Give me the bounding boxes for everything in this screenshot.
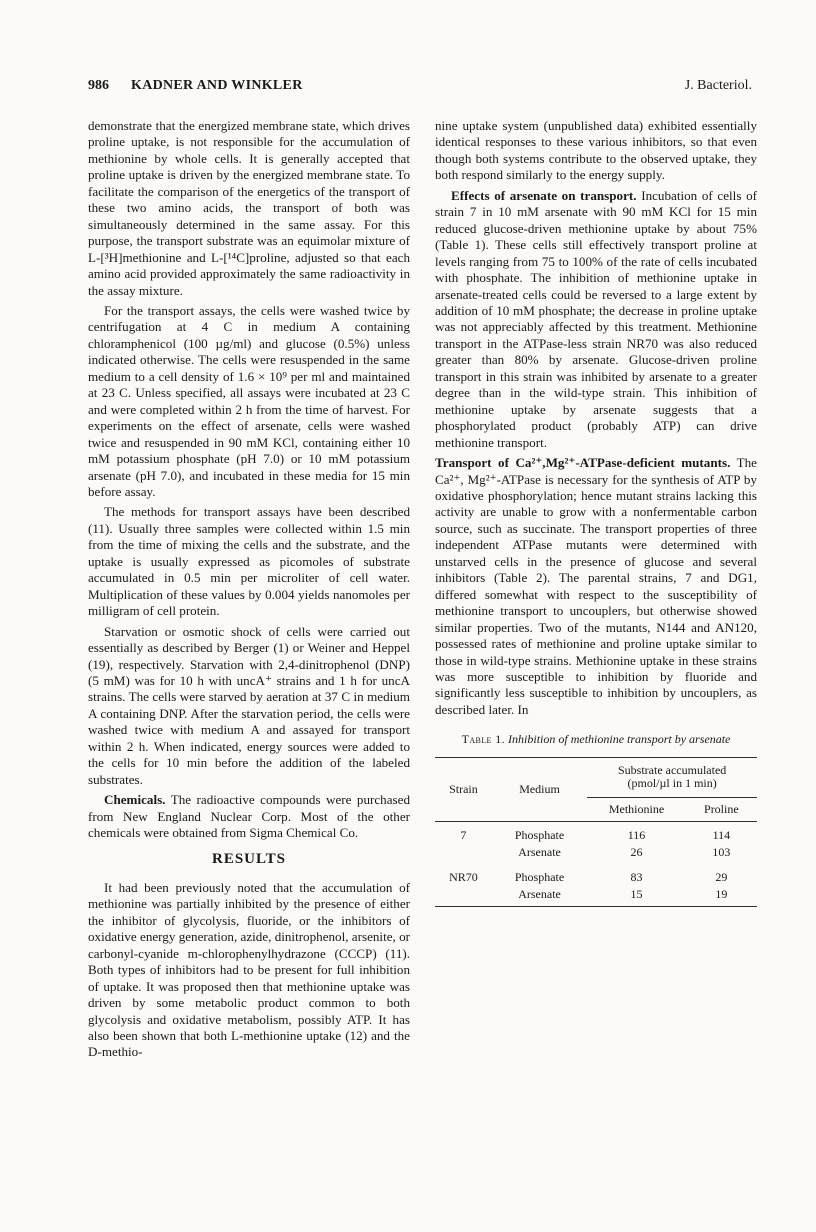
cell-medium: Arsenate <box>518 845 561 860</box>
cell-medium: Phosphate <box>514 870 565 885</box>
cell-proline: 103 <box>712 845 731 860</box>
cell-proline: 29 <box>715 870 728 885</box>
cell-strain <box>435 844 492 861</box>
cell-methionine: 15 <box>587 886 685 907</box>
paragraph-text: The Ca²⁺, Mg²⁺-ATPase is necessary for the synthesis of ATP by oxidative phosphorylation; hence mutant strains lacking this activity are unable to grow with a nonfermentable carbon source, such as succinate. The transport properties of three independent ATPase mutants were determined with unstarved cells in the presence of glucose and several inhibitors (Table 2). The parental strains, 7 and DG1, differed somewhat with respect to the susceptibility of methionine transport to uncouplers, but otherwise showed similar properties. Two of the mutants, N144 and AN120, possessed rates of methionine and proline uptake similar to those in wild-type strains. Methionine uptake in these strains was more susceptible to inhibition by fluoride and significantly less susceptible to inhibition by uncouplers, as described later. In <box>435 455 757 717</box>
section-heading-arsenate: Effects of arsenate on transport. <box>451 187 637 203</box>
table-row <box>435 886 757 907</box>
table-caption <box>435 732 757 747</box>
paragraph: nine uptake system (unpublished data) exhibited essentially identical responses to these various inhibitors, so that even though both systems contribute to the observed uptake, they both respond similarly to the energy supply. <box>435 118 757 183</box>
cell-strain: 7 <box>460 828 467 843</box>
paragraph: For the transport assays, the cells were washed twice by centrifugation at 4 C in medium A containing chloramphenicol (100 µg/ml) and glucose (0.5%) unless indicated otherwise. The cells were resuspended in the same medium to a cell density of 1.6 × 10⁹ per ml and maintained at 23 C. Unless specified, all assays were incubated at 23 C and were completed within 2 h from the time of harvest. For experiments on the effect of arsenate, cells were washed twice and resuspended in 90 mM KCl, containing either 10 mM potassium phosphate (pH 7.0) or 10 mM potassium arsenate (pH 7.0), and incubated in these media for 15 min before assay. <box>88 302 410 499</box>
cell-medium: Phosphate <box>514 828 565 843</box>
col-header-methionine: Methionine <box>587 797 685 822</box>
table-row <box>435 844 757 861</box>
journal-name: J. Bacteriol. <box>684 78 752 93</box>
col-header-proline: Proline <box>686 797 757 822</box>
cell-proline: 114 <box>712 828 731 843</box>
table-title: Inhibition of methionine transport by arsenate <box>508 732 731 747</box>
paragraph-text: Incubation of cells of strain 7 in 10 mM arsenate with 90 mM KCl for 15 min reduced glucose-driven methionine uptake by about 75% (Table 1). These cells still effectively transport proline at levels ranging from 75 to 100% of the rate of cells incubated with phosphate. The inhibition of methionine uptake in arsenate-treated cells could be reversed to a large extent by addition of 10 mM phosphate; the decrease in proline uptake was not appreciably affected by this treatment. Methionine transport in the ATPase-less strain NR70 was also reduced greater than 80% by arsenate. Glucose-driven proline transport in this strain was inhibited by arsenate to a greater degree than in the wild-type strain. This inhibition of methionine uptake by arsenate suggests that a phosphorylated product (probably ATP) can drive methionine transport. <box>435 187 757 450</box>
page-number: 986 <box>88 78 109 93</box>
right-column <box>435 118 757 907</box>
cell-proline: 19 <box>686 886 757 907</box>
running-header <box>88 78 752 98</box>
table-label: Table 1. <box>461 732 506 747</box>
paragraph-arsenate <box>435 188 757 451</box>
cell-medium: Arsenate <box>492 886 587 907</box>
cell-strain: NR70 <box>449 870 478 885</box>
running-authors: KADNER AND WINKLER <box>131 78 303 93</box>
table-1 <box>435 757 757 908</box>
cell-methionine: 26 <box>630 845 643 860</box>
section-heading-chemicals: Chemicals. <box>104 792 166 808</box>
cell-methionine: 116 <box>627 828 646 843</box>
paragraph-atpase <box>435 455 757 718</box>
paragraph: It had been previously noted that the accumulation of methionine was partially inhibited by the presence of either the inhibitor of glycolysis, fluoride, or the inhibitors of oxidative energy generation, azide, dinitrophenol, arsenite, or carbonyl-cyanide m-chlorophenylhydrazone (CCCP) (11). Both types of inhibitors had to be present for full inhibition of uptake. It was proposed then that methionine uptake was driven by some metabolic product common to both glycolysis and oxidative metabolism, possibly ATP. It has also been shown that both L-methionine uptake (12) and the D-methio- <box>88 879 410 1060</box>
col-header-substrate: Substrate accumulated (pmol/µl in 1 min) <box>587 757 757 797</box>
col-header-strain: Strain <box>435 757 492 822</box>
table-row <box>435 822 757 845</box>
col-header-medium: Medium <box>492 757 587 822</box>
left-column <box>88 118 410 1065</box>
paragraph: demonstrate that the energized membrane state, which drives proline uptake, is not responsible for the accumulation of methionine by whole cells. It is generally accepted that proline uptake is driven by the energized membrane state. To facilitate the comparison of the energetics of the transport of these two amino acids, the transport of both was simultaneously determined in the same assay. For this purpose, the transport substrate was an equimolar mixture of L-[³H]methionine and L-[¹⁴C]proline, adjusted so that each amino acid provided approximately the same radioactivity in the assay mixture. <box>88 118 410 298</box>
cell-strain <box>435 886 492 907</box>
paragraph: The methods for transport assays have been described (11). Usually three samples were collected within 1.5 min from the time of mixing the cells and the substrate, and the uptake is usually expressed as picomoles of substrate accumulated in 0.5 min per microliter of cell water. Multiplication of these values by 0.004 yields nanomoles per milligram of cell protein. <box>88 504 410 619</box>
cell-methionine: 83 <box>630 870 643 885</box>
paragraph: Starvation or osmotic shock of cells were carried out essentially as described by Berger (1) or Weiner and Heppel (19), respectively. Starvation with 2,4-dinitrophenol (DNP) (5 mM) was for 10 h with uncA⁺ strains and 1 h for uncA strains. The cells were starved by aeration at 37 C in medium A containing DNP. After the starvation period, the cells were washed twice with medium A and assayed for transport within 2 h. When indicated, energy sources were added to the cells for 10 min before the addition of the labeled substrates. <box>88 623 410 787</box>
section-heading-atpase: Transport of Ca²⁺,Mg²⁺-ATPase-deficient mutants. <box>435 455 731 471</box>
paragraph-text: The radioactive compounds were purchased from New England Nuclear Corp. Most of the other chemicals were obtained from Sigma Chemical Co. <box>88 792 410 841</box>
results-heading: RESULTS <box>212 851 286 868</box>
paragraph-chemicals <box>88 792 410 841</box>
table-row <box>435 861 757 886</box>
